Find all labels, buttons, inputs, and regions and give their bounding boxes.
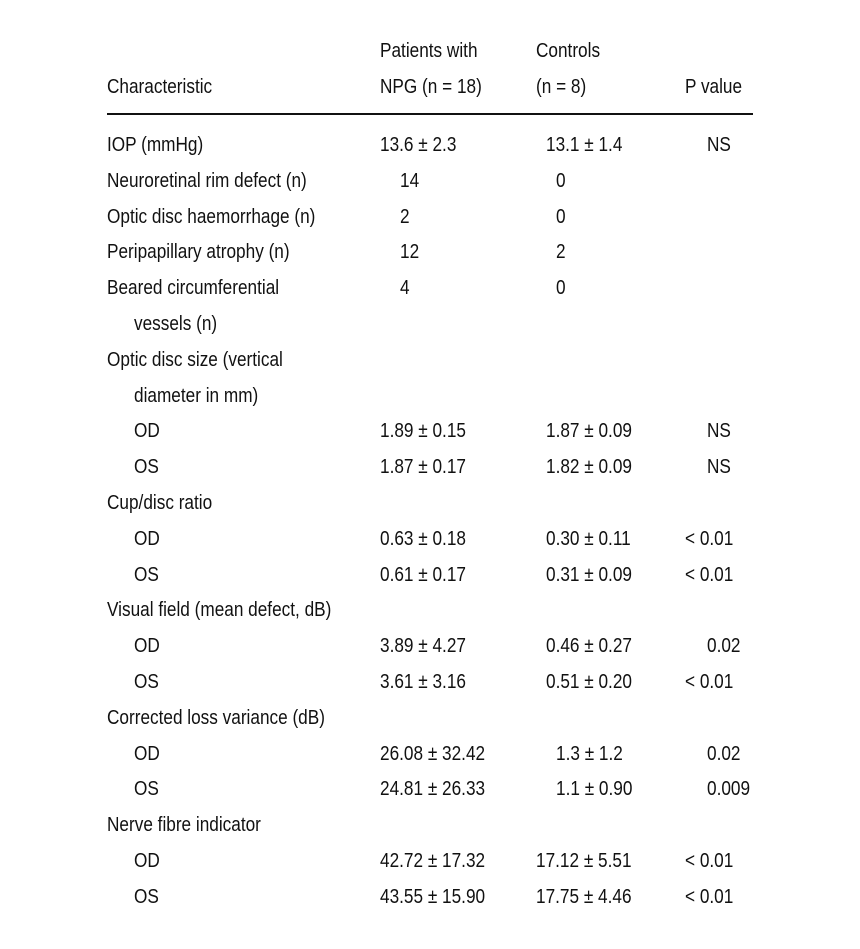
table-row <box>107 736 757 772</box>
patients-value: 0.61 ± 0.17 <box>380 563 466 586</box>
row-label: Optic disc haemorrhage (n) <box>107 205 316 228</box>
patients-value: 14 <box>400 169 420 192</box>
patients-value: 4 <box>400 277 410 300</box>
row-label: OD <box>134 527 160 550</box>
header-controls <box>536 33 600 105</box>
header-controls-line1: Controls <box>536 40 601 62</box>
table-row <box>107 163 757 199</box>
table-row <box>107 879 757 915</box>
header-p-value-text: P value <box>685 76 743 98</box>
row-label: Beared circumferential <box>107 277 280 300</box>
table-row <box>107 807 757 843</box>
row-label: OD <box>134 420 160 443</box>
controls-value: 2 <box>556 241 566 264</box>
p-value: NS <box>707 134 731 156</box>
patients-value: 3.89 ± 4.27 <box>380 635 466 658</box>
table-row <box>107 413 757 449</box>
table-row <box>107 342 757 378</box>
p-value: < 0.01 <box>685 885 734 908</box>
patients-value: 24.81 ± 26.33 <box>380 778 486 801</box>
row-label: OD <box>134 850 160 872</box>
row-label: Neuroretinal rim defect (n) <box>107 169 307 192</box>
table-row <box>107 628 757 664</box>
row-label: OS <box>134 671 159 693</box>
patients-value: 26.08 ± 32.42 <box>380 742 486 765</box>
p-value: 0.02 <box>707 635 741 658</box>
row-label: IOP (mmHg) <box>107 134 204 156</box>
table-row <box>107 771 757 807</box>
patients-value: 0.63 ± 0.18 <box>380 527 466 550</box>
row-label: Peripapillary atrophy (n) <box>107 241 290 264</box>
controls-value: 0 <box>556 205 566 228</box>
table-row <box>107 378 757 414</box>
row-label: Optic disc size (vertical <box>107 348 283 371</box>
header-patients-line2: NPG (n = 18) <box>380 76 482 98</box>
controls-value: 1.87 ± 0.09 <box>546 420 632 443</box>
row-label: OS <box>134 563 159 586</box>
header-characteristic <box>107 69 212 105</box>
header-patients <box>380 33 482 105</box>
table-row <box>107 485 757 521</box>
table-row <box>107 700 757 736</box>
p-value: < 0.01 <box>685 563 734 586</box>
controls-value: 0.31 ± 0.09 <box>546 563 632 586</box>
table-row <box>107 521 757 557</box>
controls-value: 0 <box>556 277 566 300</box>
header-p-value <box>685 69 742 105</box>
row-label: OS <box>134 456 159 479</box>
characteristics-table <box>107 0 757 949</box>
controls-value: 13.1 ± 1.4 <box>546 134 623 156</box>
table-row <box>107 664 757 700</box>
p-value: < 0.01 <box>685 850 734 872</box>
row-label: vessels (n) <box>134 313 218 335</box>
header-rule <box>107 113 753 115</box>
patients-value: 1.87 ± 0.17 <box>380 456 466 479</box>
patients-value: 3.61 ± 3.16 <box>380 671 466 693</box>
row-label: diameter in mm) <box>134 384 259 407</box>
controls-value: 0.51 ± 0.20 <box>546 671 632 693</box>
p-value: < 0.01 <box>685 671 734 693</box>
row-label: OD <box>134 742 160 765</box>
p-value: NS <box>707 420 731 443</box>
table-row <box>107 270 757 306</box>
table-row <box>107 234 757 270</box>
p-value: NS <box>707 456 731 479</box>
table-row <box>107 449 757 485</box>
row-label: OD <box>134 635 160 658</box>
table-row <box>107 306 757 342</box>
table-row <box>107 557 757 593</box>
table-row <box>107 592 757 628</box>
patients-value: 42.72 ± 17.32 <box>380 850 486 872</box>
header-controls-line2: (n = 8) <box>536 76 587 98</box>
row-label: Cup/disc ratio <box>107 492 213 514</box>
table-row <box>107 127 757 163</box>
p-value: 0.009 <box>707 778 751 801</box>
row-label: Visual field (mean defect, dB) <box>107 599 332 622</box>
controls-value: 0.30 ± 0.11 <box>546 527 631 550</box>
controls-value: 17.12 ± 5.51 <box>536 850 632 872</box>
row-label: OS <box>134 885 159 908</box>
patients-value: 1.89 ± 0.15 <box>380 420 466 443</box>
row-label: Nerve fibre indicator <box>107 814 261 837</box>
patients-value: 12 <box>400 241 420 264</box>
table-row <box>107 843 757 879</box>
patients-value: 2 <box>400 205 410 228</box>
controls-value: 0 <box>556 169 566 192</box>
table-row <box>107 199 757 235</box>
header-patients-line1: Patients with <box>380 40 478 62</box>
controls-value: 1.1 ± 0.90 <box>556 778 633 801</box>
header-characteristic-text: Characteristic <box>107 76 213 98</box>
controls-value: 17.75 ± 4.46 <box>536 885 632 908</box>
controls-value: 1.3 ± 1.2 <box>556 742 623 765</box>
patients-value: 13.6 ± 2.3 <box>380 134 457 156</box>
controls-value: 0.46 ± 0.27 <box>546 635 632 658</box>
patients-value: 43.55 ± 15.90 <box>380 885 486 908</box>
row-label: OS <box>134 778 159 801</box>
p-value: < 0.01 <box>685 527 734 550</box>
p-value: 0.02 <box>707 742 741 765</box>
controls-value: 1.82 ± 0.09 <box>546 456 632 479</box>
row-label: Corrected loss variance (dB) <box>107 706 325 729</box>
